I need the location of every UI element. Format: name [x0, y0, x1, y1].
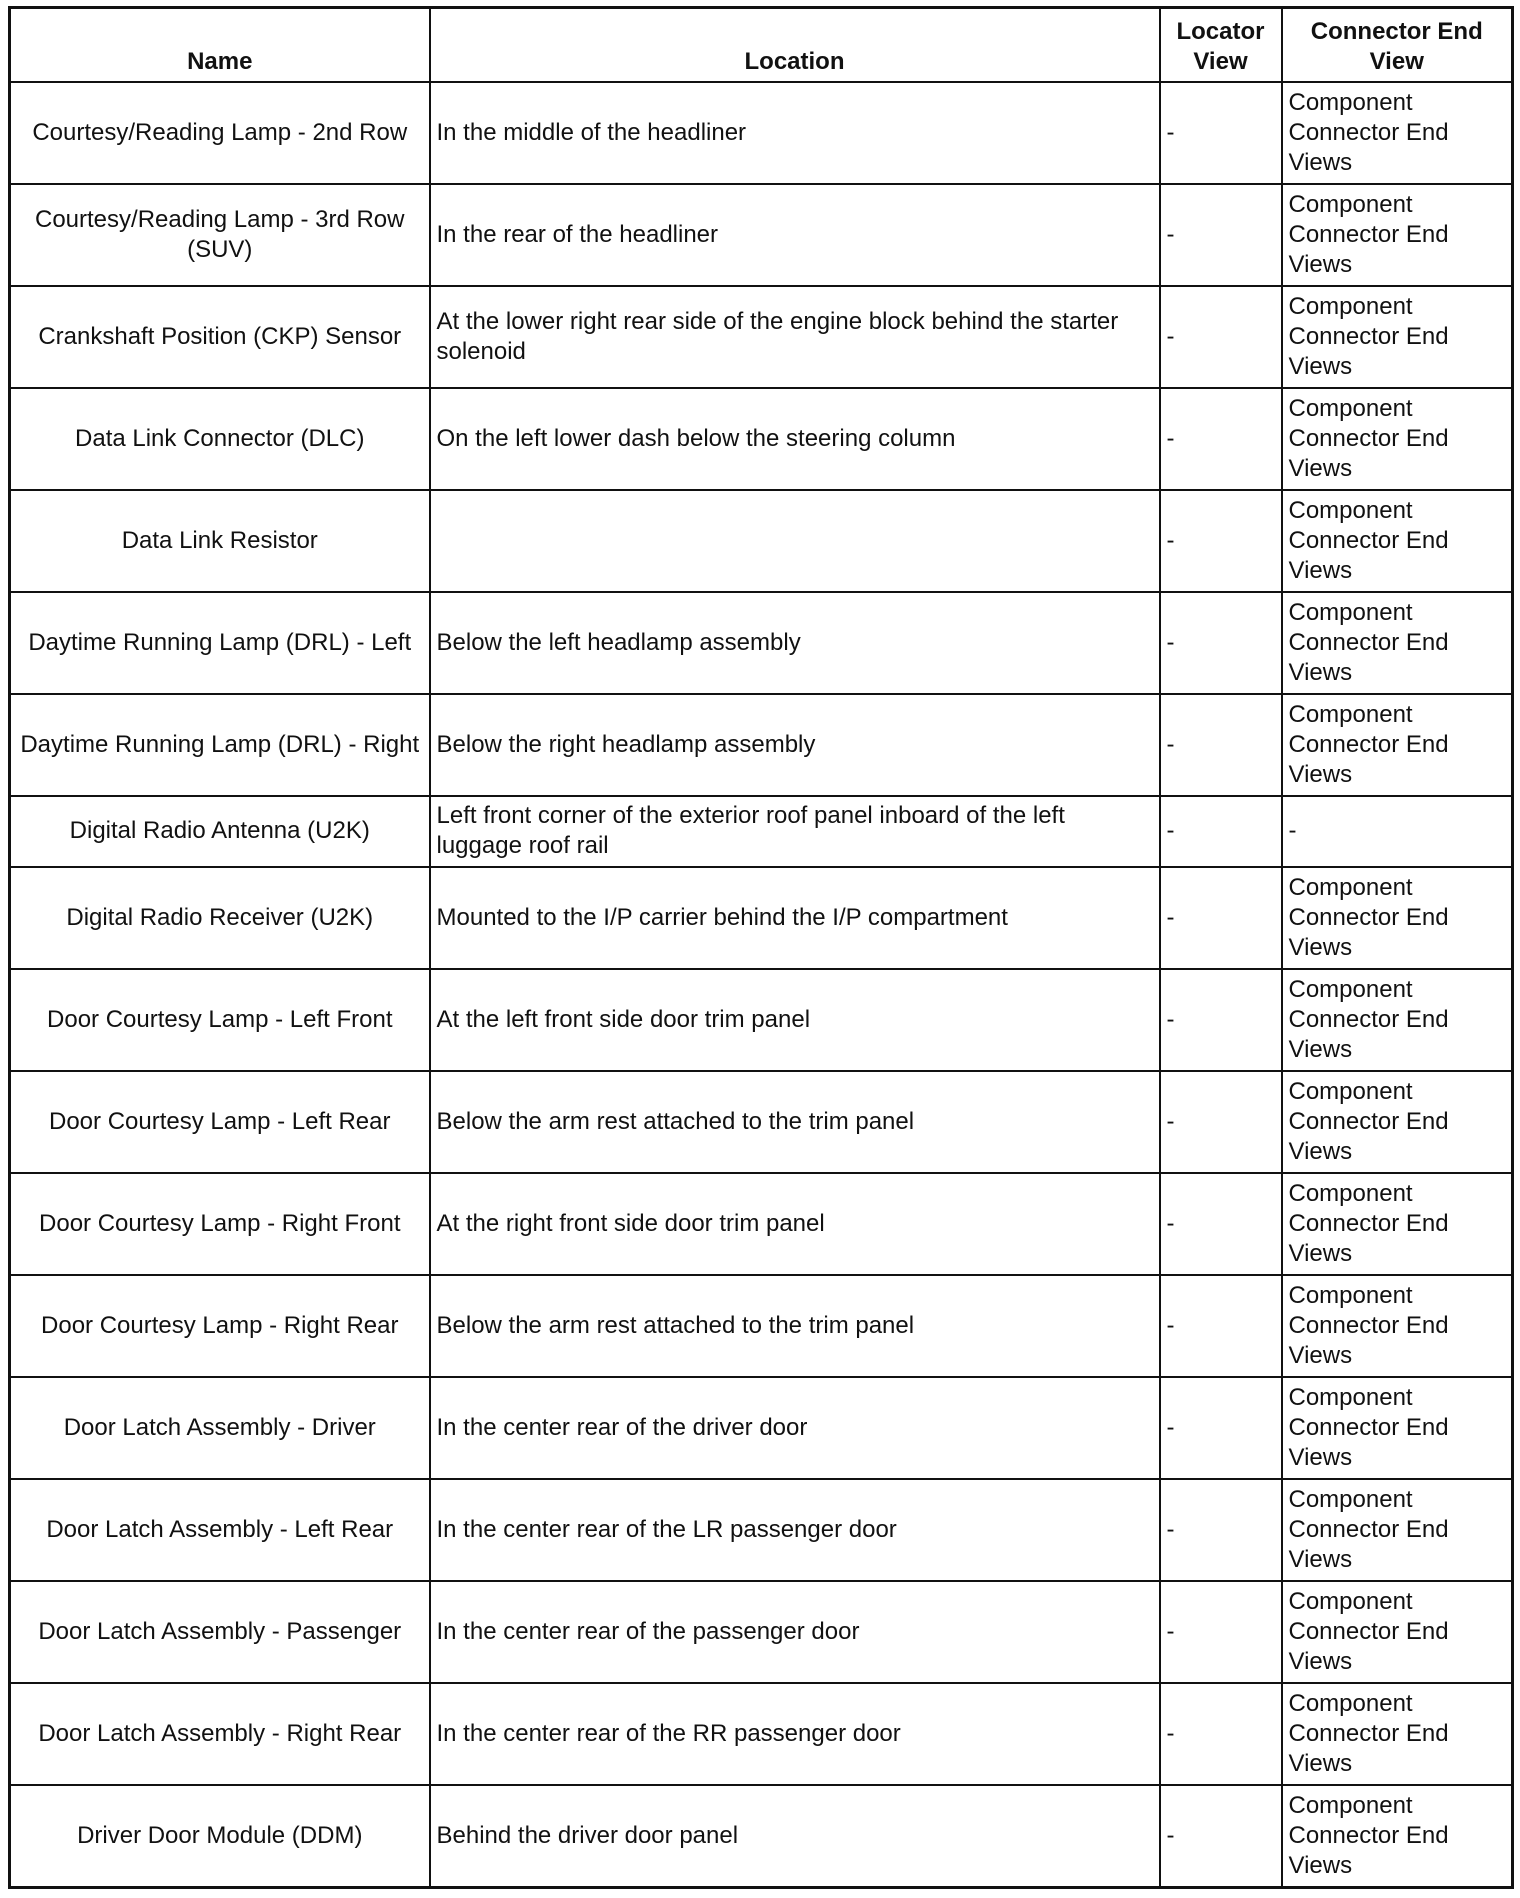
- cell-name: Door Latch Assembly - Right Rear: [10, 1683, 430, 1785]
- cell-name: Daytime Running Lamp (DRL) - Right: [10, 694, 430, 796]
- cell-location: At the left front side door trim panel: [430, 969, 1160, 1071]
- cell-location: At the lower right rear side of the engine block behind the starter solenoid: [430, 286, 1160, 388]
- cell-connector-end-view: Component Connector End Views: [1282, 1377, 1513, 1479]
- cell-connector-end-view: Component Connector End Views: [1282, 694, 1513, 796]
- cell-connector-end-view: Component Connector End Views: [1282, 1275, 1513, 1377]
- cell-locator-view: -: [1160, 388, 1282, 490]
- cell-connector-end-view: Component Connector End Views: [1282, 1479, 1513, 1581]
- cell-locator-view: -: [1160, 1581, 1282, 1683]
- cell-location: In the middle of the headliner: [430, 82, 1160, 184]
- header-connector-end-view: Connector End View: [1282, 8, 1513, 82]
- table-row: [10, 1479, 1513, 1581]
- cell-location: In the center rear of the RR passenger door: [430, 1683, 1160, 1785]
- cell-name: Digital Radio Receiver (U2K): [10, 867, 430, 969]
- cell-locator-view: -: [1160, 1785, 1282, 1887]
- header-name: Name: [10, 8, 430, 82]
- cell-connector-end-view: Component Connector End Views: [1282, 286, 1513, 388]
- cell-location: Below the arm rest attached to the trim panel: [430, 1275, 1160, 1377]
- table-row: [10, 82, 1513, 184]
- cell-name: Data Link Connector (DLC): [10, 388, 430, 490]
- table-row: [10, 1581, 1513, 1683]
- cell-location: At the right front side door trim panel: [430, 1173, 1160, 1275]
- component-locator-table-page: [8, 6, 1511, 1889]
- cell-connector-end-view: Component Connector End Views: [1282, 969, 1513, 1071]
- cell-name: Daytime Running Lamp (DRL) - Left: [10, 592, 430, 694]
- cell-locator-view: -: [1160, 184, 1282, 286]
- cell-locator-view: -: [1160, 286, 1282, 388]
- cell-connector-end-view: Component Connector End Views: [1282, 1683, 1513, 1785]
- cell-location: Below the right headlamp assembly: [430, 694, 1160, 796]
- cell-name: Crankshaft Position (CKP) Sensor: [10, 286, 430, 388]
- cell-name: Digital Radio Antenna (U2K): [10, 796, 430, 867]
- cell-location: Left front corner of the exterior roof panel inboard of the left luggage roof rail: [430, 796, 1160, 867]
- table-row: [10, 867, 1513, 969]
- cell-connector-end-view: Component Connector End Views: [1282, 184, 1513, 286]
- cell-name: Courtesy/Reading Lamp - 3rd Row (SUV): [10, 184, 430, 286]
- table-header-row: [10, 8, 1513, 82]
- cell-locator-view: -: [1160, 1275, 1282, 1377]
- cell-name: Door Latch Assembly - Driver: [10, 1377, 430, 1479]
- cell-connector-end-view: -: [1282, 796, 1513, 867]
- cell-location: In the center rear of the passenger door: [430, 1581, 1160, 1683]
- cell-name: Data Link Resistor: [10, 490, 430, 592]
- cell-locator-view: -: [1160, 82, 1282, 184]
- cell-location: [430, 490, 1160, 592]
- table-row: [10, 388, 1513, 490]
- cell-connector-end-view: Component Connector End Views: [1282, 592, 1513, 694]
- cell-name: Courtesy/Reading Lamp - 2nd Row: [10, 82, 430, 184]
- cell-locator-view: -: [1160, 592, 1282, 694]
- table-row: [10, 592, 1513, 694]
- table-row: [10, 490, 1513, 592]
- cell-name: Driver Door Module (DDM): [10, 1785, 430, 1887]
- cell-name: Door Courtesy Lamp - Right Rear: [10, 1275, 430, 1377]
- cell-location: In the rear of the headliner: [430, 184, 1160, 286]
- cell-locator-view: -: [1160, 1479, 1282, 1581]
- cell-location: In the center rear of the LR passenger door: [430, 1479, 1160, 1581]
- cell-name: Door Courtesy Lamp - Left Front: [10, 969, 430, 1071]
- table-row: [10, 1683, 1513, 1785]
- cell-connector-end-view: Component Connector End Views: [1282, 82, 1513, 184]
- table-row: [10, 184, 1513, 286]
- header-location: Location: [430, 8, 1160, 82]
- cell-connector-end-view: Component Connector End Views: [1282, 1581, 1513, 1683]
- table-row: [10, 1785, 1513, 1887]
- table-row: [10, 1071, 1513, 1173]
- cell-locator-view: -: [1160, 694, 1282, 796]
- cell-connector-end-view: Component Connector End Views: [1282, 1173, 1513, 1275]
- cell-location: On the left lower dash below the steering column: [430, 388, 1160, 490]
- cell-locator-view: -: [1160, 1173, 1282, 1275]
- table-row: [10, 1173, 1513, 1275]
- cell-location: In the center rear of the driver door: [430, 1377, 1160, 1479]
- cell-connector-end-view: Component Connector End Views: [1282, 490, 1513, 592]
- cell-locator-view: -: [1160, 796, 1282, 867]
- cell-connector-end-view: Component Connector End Views: [1282, 1071, 1513, 1173]
- table-row: [10, 694, 1513, 796]
- cell-connector-end-view: Component Connector End Views: [1282, 1785, 1513, 1887]
- cell-location: Behind the driver door panel: [430, 1785, 1160, 1887]
- table-row: [10, 796, 1513, 867]
- cell-name: Door Courtesy Lamp - Right Front: [10, 1173, 430, 1275]
- cell-locator-view: -: [1160, 490, 1282, 592]
- cell-locator-view: -: [1160, 1683, 1282, 1785]
- cell-location: Below the arm rest attached to the trim panel: [430, 1071, 1160, 1173]
- component-locator-table: [8, 6, 1514, 1889]
- table-row: [10, 286, 1513, 388]
- cell-locator-view: -: [1160, 1071, 1282, 1173]
- cell-locator-view: -: [1160, 867, 1282, 969]
- cell-connector-end-view: Component Connector End Views: [1282, 867, 1513, 969]
- cell-name: Door Courtesy Lamp - Left Rear: [10, 1071, 430, 1173]
- table-row: [10, 969, 1513, 1071]
- cell-locator-view: -: [1160, 1377, 1282, 1479]
- header-locator-view: Locator View: [1160, 8, 1282, 82]
- table-row: [10, 1275, 1513, 1377]
- cell-locator-view: -: [1160, 969, 1282, 1071]
- cell-connector-end-view: Component Connector End Views: [1282, 388, 1513, 490]
- cell-name: Door Latch Assembly - Left Rear: [10, 1479, 430, 1581]
- table-row: [10, 1377, 1513, 1479]
- cell-location: Mounted to the I/P carrier behind the I/P compartment: [430, 867, 1160, 969]
- cell-location: Below the left headlamp assembly: [430, 592, 1160, 694]
- cell-name: Door Latch Assembly - Passenger: [10, 1581, 430, 1683]
